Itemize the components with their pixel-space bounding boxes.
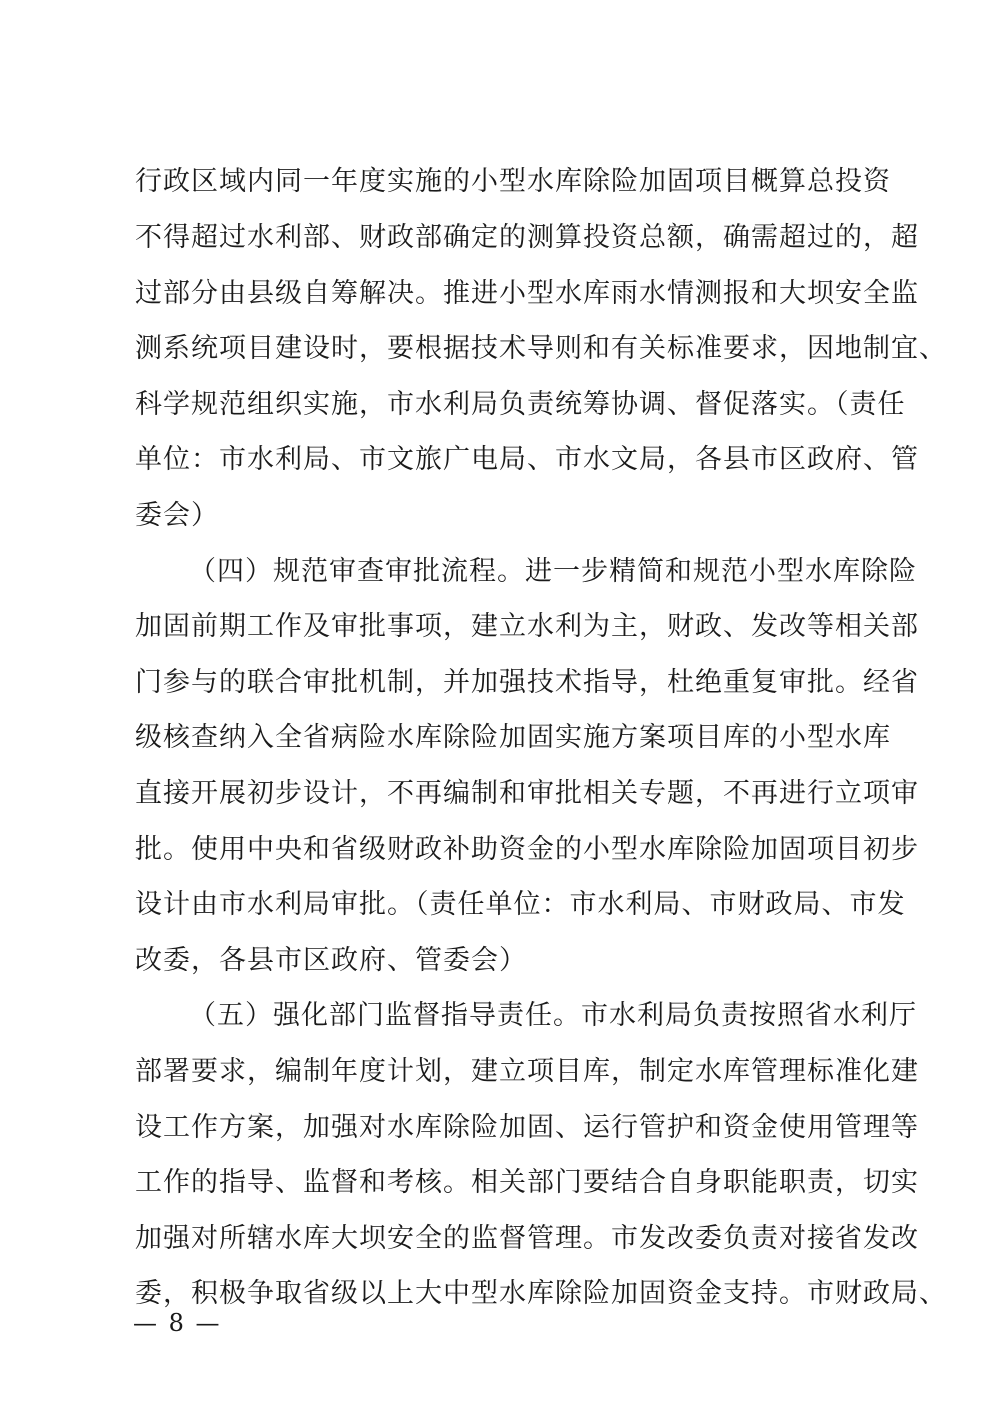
section-heading-line: （五）强化部门监督指导责任。市水利局负责按照省水利厅: [189, 1000, 917, 1031]
text-line: 加强对所辖水库大坝安全的监督管理。市发改委负责对接省发改: [135, 1223, 919, 1254]
text-line: 改委，各县市区政府、管委会）: [135, 945, 527, 976]
text-line: 加固前期工作及审批事项，建立水利为主，财政、发改等相关部: [135, 611, 919, 642]
text-line: 级核查纳入全省病险水库除险加固实施方案项目库的小型水库: [135, 722, 891, 753]
text-line: 不得超过水利部、财政部确定的测算投资总额，确需超过的，超: [135, 222, 919, 253]
page-number: — 8 —: [133, 1309, 222, 1337]
text-line: 设工作方案，加强对水库除险加固、运行管护和资金使用管理等: [135, 1112, 919, 1143]
text-line: 行政区域内同一年度实施的小型水库除险加固项目概算总投资: [135, 166, 891, 197]
text-line: 直接开展初步设计，不再编制和审批相关专题，不再进行立项审: [135, 778, 919, 809]
text-line: 委，积极争取省级以上大中型水库除险加固资金支持。市财政局、: [135, 1278, 947, 1309]
text-line: 批。使用中央和省级财政补助资金的小型水库除险加固项目初步: [135, 834, 919, 865]
text-line: 工作的指导、监督和考核。相关部门要结合自身职能职责，切实: [135, 1167, 919, 1198]
text-line: 委会）: [135, 500, 219, 531]
text-line: 测系统项目建设时，要根据技术导则和有关标准要求，因地制宜、: [135, 333, 947, 364]
text-line: 科学规范组织实施，市水利局负责统筹协调、督促落实。（责任: [135, 389, 906, 420]
section-heading-line: （四）规范审查审批流程。进一步精简和规范小型水库除险: [189, 556, 917, 587]
text-line: 单位：市水利局、市文旅广电局、市水文局，各县市区政府、管: [135, 444, 919, 475]
text-line: 设计由市水利局审批。（责任单位：市水利局、市财政局、市发: [135, 889, 906, 920]
text-line: 过部分由县级自筹解决。推进小型水库雨水情测报和大坝安全监: [135, 278, 919, 309]
text-line: 门参与的联合审批机制，并加强技术指导，杜绝重复审批。经省: [135, 667, 919, 698]
text-line: 部署要求，编制年度计划，建立项目库，制定水库管理标准化建: [135, 1056, 919, 1087]
